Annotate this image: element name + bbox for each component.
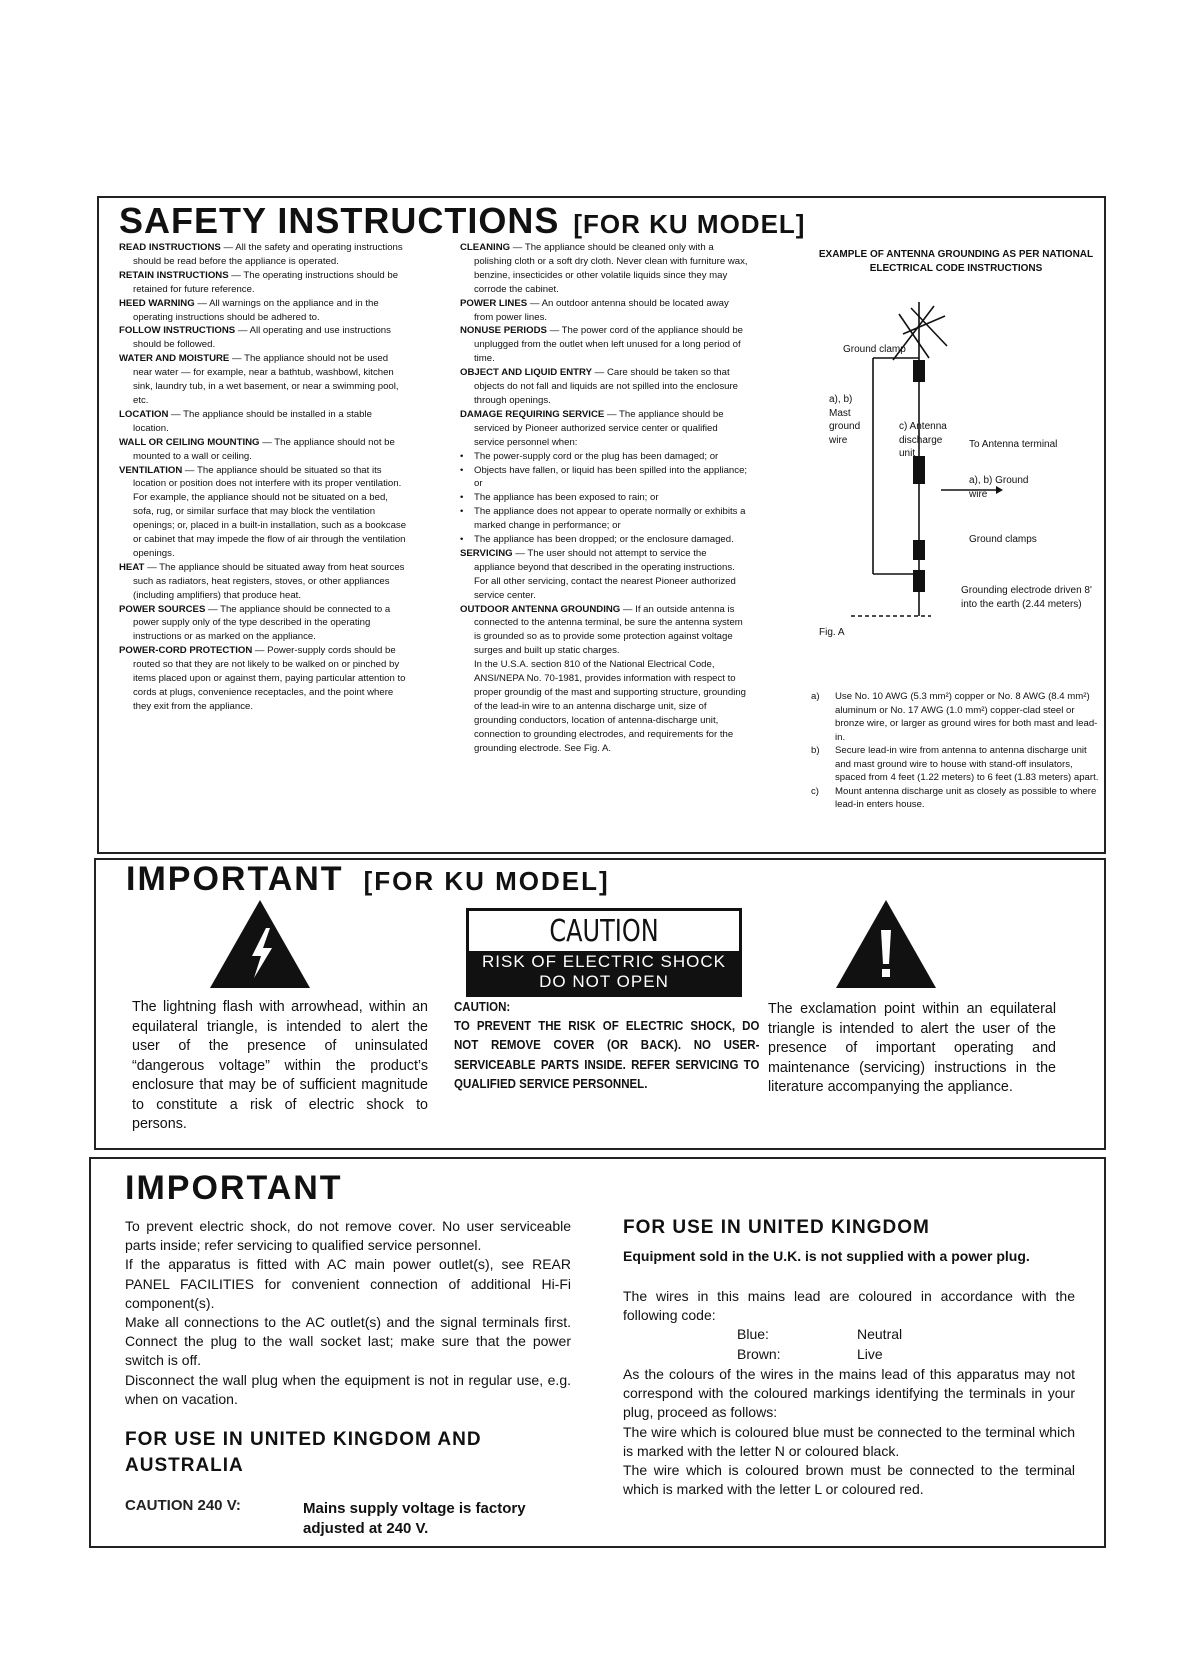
note-item: a) Use No. 10 AWG (5.3 mm²) copper or No. 8 AWG (8.4 mm²) aluminum or No. 17 AWG (1.0 mm²) copper-clad steel or bronze wire, or larger as ground wires for both mast and lead-in. (811, 691, 1098, 743)
to-antenna-terminal-label: To Antenna terminal (969, 439, 1058, 450)
caution-label-box (466, 908, 742, 997)
paragraph: To prevent electric shock, do not remove cover. No user serviceable parts inside; refer servicing to qualified service personnel. (125, 1218, 571, 1254)
code-blue-label: Blue: (737, 1326, 769, 1342)
important-ku-box (94, 858, 1106, 1150)
caution-label-title: CAUTION (549, 913, 659, 949)
paragraph: If the apparatus is fitted with AC main power outlet(s), see REAR PANEL FACILITIES for convenient connection of additional Hi-Fi component(s). (125, 1256, 571, 1311)
important-title-2: IMPORTANT (125, 1169, 343, 1207)
caution-text-block (454, 998, 762, 1094)
bullet-item: • The appliance does not appear to operate normally or exhibits a marked change in performance; or (460, 505, 748, 533)
grounding-electrode-label: Grounding electrode driven 8' into the earth (2.44 meters) (961, 585, 1092, 610)
mast-ground-wire-label: a), b) Mast ground wire (829, 394, 861, 446)
uk-wire-code-intro: The wires in this mains lead are coloured in accordance with the following code: (623, 1288, 1075, 1324)
exclamation-explanation: The exclamation point within an equilateral triangle is intended to alert the user of the presence of important operating and maintenance (servicing) instructions in the literature accompanying the appliance. (768, 1001, 1056, 1095)
important-title: IMPORTANT [FOR KU MODEL] (126, 860, 610, 898)
code-live-value: Live (857, 1346, 883, 1362)
figure-label: Fig. A (819, 627, 845, 638)
instruction-item: CLEANING — The appliance should be cleaned only with a polishing cloth or a soft dry cloth. Never clean with furniture wax, benzine, insecticides or other volatile liquids since they may corrode the cabinet. (460, 242, 748, 295)
ground-clamps-label: Ground clamps (969, 534, 1037, 545)
instruction-item: HEED WARNING — All warnings on the appliance and in the operating instructions should be adhered to. (119, 297, 379, 323)
lightning-explanation: The lightning flash with arrowhead, within an equilateral triangle, is intended to alert the user of the presence of uninsulated “dangerous voltage” within the product’s enclosure that may be of sufficient magnitude to constitute a risk of electric shock to persons. (132, 999, 428, 1132)
bullet-item: • Objects have fallen, or liquid has been spilled into the appliance; or (460, 464, 748, 492)
safety-instructions-box (97, 196, 1106, 854)
uk-heading: FOR USE IN UNITED KINGDOM (623, 1217, 930, 1238)
code-neutral-value: Neutral (857, 1326, 903, 1342)
paragraph: As the colours of the wires in the mains lead of this apparatus may not correspond with the coloured markings identifying the terminals in your plug, proceed as follows: (623, 1366, 1075, 1421)
ground-wire-label: a), b) Ground wire (969, 475, 1029, 500)
bullet-item: • The appliance has been exposed to rain; or (460, 491, 748, 505)
important-body (125, 1217, 571, 1409)
instruction-item: RETAIN INSTRUCTIONS — The operating instructions should be retained for future reference. (119, 269, 399, 295)
caution-240v-text: Mains supply voltage is factory adjusted at 240 V. (303, 1500, 526, 1537)
safety-column-2 (460, 241, 748, 756)
instruction-item: WATER AND MOISTURE — The appliance should not be used near water — for example, near a bathtub, washbowl, kitchen sink, laundry tub, in a wet basement, or near a swimming pool, etc. (119, 353, 399, 406)
instruction-item: OBJECT AND LIQUID ENTRY — Care should be taken so that objects do not fall and liquids are not spilled into the enclosure through openings. (460, 367, 738, 406)
caution-heading: CAUTION: (454, 1000, 511, 1014)
instruction-item: NONUSE PERIODS — The power cord of the appliance should be unplugged from the outlet when left unused for a long period of time. (460, 325, 743, 365)
instruction-item: OUTDOOR ANTENNA GROUNDING — If an outside antenna is connected to the antenna terminal, be sure the antenna system is grounded so as to provide some protection against voltage surges and built up static charges. (460, 603, 743, 657)
instruction-item: LOCATION — The appliance should be installed in a stable location. (119, 408, 372, 434)
instruction-item: HEAT — The appliance should be situated away from heat sources such as radiators, heat registers, stoves, or other appliances (including amplifiers) that produce heat. (119, 561, 405, 601)
instruction-item: FOLLOW INSTRUCTIONS — All operating and use instructions should be followed. (119, 325, 391, 351)
safety-column-1 (119, 241, 407, 714)
exclamation-warning-icon (834, 898, 938, 990)
bullet-item: • The power-supply cord or the plug has been damaged; or (460, 450, 748, 464)
paragraph: Disconnect the wall plug when the equipment is not in regular use, e.g. when on vacation. (125, 1371, 571, 1407)
grounding-notes (811, 690, 1101, 812)
caution-label-warning: RISK OF ELECTRIC SHOCK DO NOT OPEN (469, 951, 739, 994)
instruction-item: POWER SOURCES — The appliance should be connected to a power supply only of the type described in the operating instructions or as marked on the appliance. (119, 603, 391, 643)
discharge-unit-label: c) Antenna discharge unit (899, 421, 947, 459)
important-uk-box (89, 1157, 1106, 1548)
instruction-item: READ INSTRUCTIONS — All the safety and operating instructions should be read before the appliance is operated. (119, 242, 403, 267)
important-subtitle: [FOR KU MODEL] (363, 866, 610, 896)
uk-instructions (623, 1365, 1075, 1499)
instruction-item: SERVICING — The user should not attempt to service the appliance beyond that described in the operating instructions. For all other servicing, contact the nearest Pioneer authorized service center. (460, 547, 736, 601)
note-item: c) Mount antenna discharge unit as closely as possible to where lead-in enters house. (811, 785, 1097, 810)
figure-title: EXAMPLE OF ANTENNA GROUNDING AS PER NATIONAL ELECTRICAL CODE INSTRUCTIONS (818, 249, 1094, 274)
ground-clamp-label: Ground clamp (843, 344, 906, 355)
paragraph: The wire which is coloured brown must be connected to the terminal which is marked with the letter L or coloured red. (623, 1462, 1075, 1498)
safety-subtitle: [FOR KU MODEL] (573, 209, 806, 239)
instruction-item: WALL OR CEILING MOUNTING — The appliance should not be mounted to a wall or ceiling. (119, 436, 395, 462)
caution-240v-label: CAUTION 240 V: (125, 1497, 241, 1514)
instruction-item: POWER-CORD PROTECTION — Power-supply cords should be routed so that they are not likely to be walked on or pinched by items placed upon or against them, paying particular attention to cords at plugs, convenience receptacles, and the point where they exit from the appliance. (119, 645, 406, 712)
usa-code-paragraph: In the U.S.A. section 810 of the National Electrical Code, ANSI/NEPA No. 70-1981, provides information with respect to proper groundig of the mast and supporting structure, grounding of the lead-in wire to an antenna discharge unit, size of grounding conductors, location of antenna-discharge unit, connection to grounding electrodes, and requirements for the grounding electrode. See Fig. A. (474, 659, 746, 754)
instruction-item: DAMAGE REQUIRING SERVICE — The appliance should be serviced by Pioneer authorized service center or qualified service personnel when: (460, 408, 724, 448)
uk-no-plug-notice: Equipment sold in the U.K. is not supplied with a power plug. (623, 1248, 1030, 1264)
code-brown-label: Brown: (737, 1346, 781, 1362)
lightning-warning-icon (208, 898, 312, 990)
instruction-item: VENTILATION — The appliance should be situated so that its location or position does not interfere with its proper ventilation. For example, the appliance should not be situated on a bed, sofa, rug, or similar surface that may block the ventilation openings; or, placed in a built-in installation, such as a bookcase or cabinet that may impede the flow of air through the ventilation openings. (119, 464, 407, 559)
safety-title: SAFETY INSTRUCTIONS [FOR KU MODEL] (119, 200, 806, 241)
uk-australia-heading: FOR USE IN UNITED KINGDOM AND AUSTRALIA (125, 1429, 482, 1476)
paragraph: The wire which is coloured blue must be connected to the terminal which is marked with the letter N or coloured black. (623, 1423, 1075, 1459)
bullet-item: • The appliance has been dropped; or the enclosure damaged. (460, 533, 748, 547)
caution-text: TO PREVENT THE RISK OF ELECTRIC SHOCK, DO NOT REMOVE COVER (OR BACK). NO USER-SERVICEABLE PARTS INSIDE. REFER SERVICING TO QUALIFIED SERVICE PERSONNEL. (454, 1019, 760, 1091)
paragraph: Make all connections to the AC outlet(s) and the signal terminals first. Connect the plug to the wall socket last; make sure that the power switch is off. (125, 1314, 571, 1369)
instruction-item: POWER LINES — An outdoor antenna should be located away from power lines. (460, 297, 729, 323)
note-item: b) Secure lead-in wire from antenna to antenna discharge unit and mast ground wire to house with stand-off insulators, spaced from 4 feet (1.22 meters) to 6 feet (1.83 meters) apart. (811, 745, 1099, 783)
